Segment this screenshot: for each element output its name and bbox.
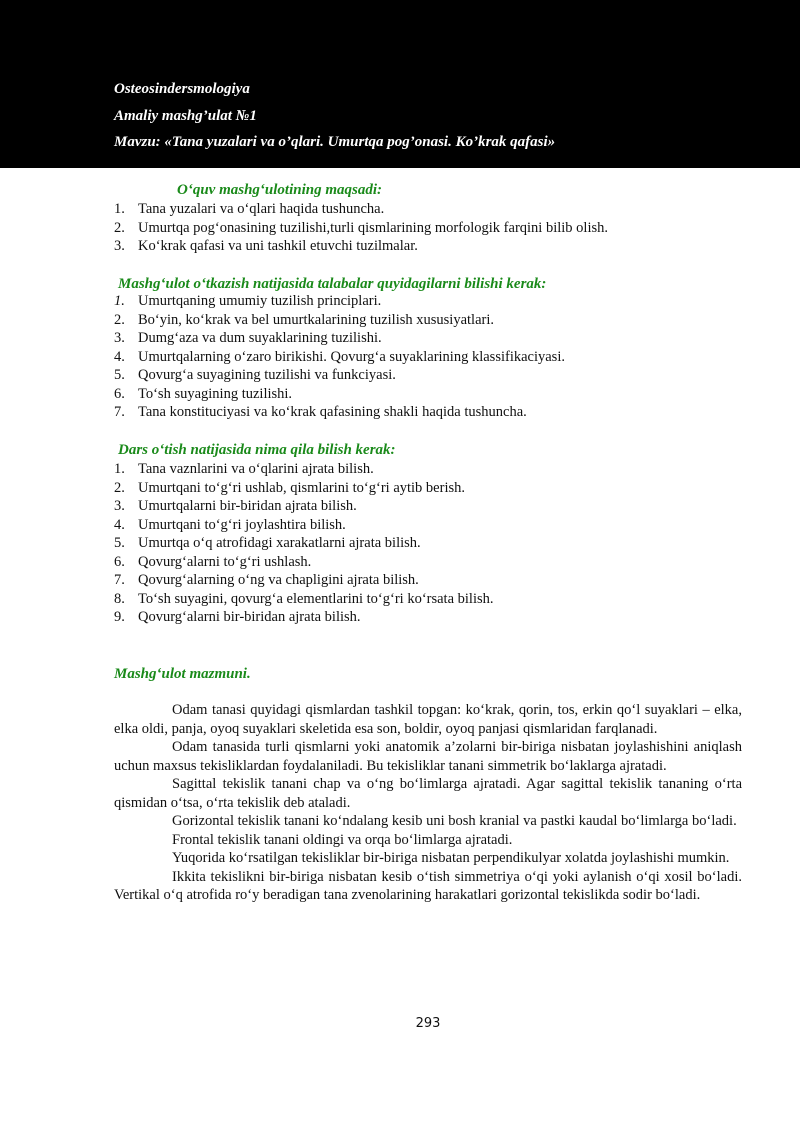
list-item: [114, 590, 494, 609]
knowledge-heading: Mashg‘ulot o‘tkazish natijasida talabalar quyidagilarni bilishi kerak:: [118, 276, 547, 292]
list-item: [114, 385, 565, 404]
list-text: Qovurg‘a suyagining tuzilishi va funkciyasi.: [138, 367, 396, 383]
list-text: Ko‘krak qafasi va uni tashkil etuvchi tuzilmalar.: [138, 238, 418, 254]
goals-heading: O‘quv mashg‘ulotining maqsadi:: [177, 182, 383, 198]
list-number: 4.: [114, 516, 125, 533]
list-number: 5.: [114, 535, 125, 551]
paragraph: Frontal tekislik tanani oldingi va orqa bo‘limlarga ajratadi.: [172, 831, 513, 848]
paragraph: Odam tanasi quyidagi qismlardan tashkil topgan: ko‘krak, qorin, tos, erkin qo‘l suyaklari – elka, elka oldi, panja, oyoq suyaklari skeletida esa son, boldir, oyoq panjasi qismlaridan farqlanadi.: [114, 702, 742, 737]
list-text: Qovurg‘alarning o‘ng va chapligini ajrata bilish.: [138, 572, 419, 588]
list-text: Tana vaznlarini va o‘qlarini ajrata bilish.: [138, 461, 374, 477]
goals-list: [114, 200, 608, 256]
list-item: [114, 292, 565, 311]
list-item: [114, 348, 565, 367]
list-text: Umurtqalarni bir-biridan ajrata bilish.: [138, 498, 357, 514]
list-item: [114, 237, 608, 256]
list-number: 3.: [114, 330, 125, 346]
list-item: [114, 534, 494, 553]
paragraph: Ikkita tekislikni bir-biriga nisbatan kesib o‘tish simmetriya o‘qi yoki aylanish o‘qi xosil bo‘ladi. Vertikal o‘q atrofida ro‘y beradigan tana zvenolarining harakatlari gorizontal tekislikda sodir bo‘ladi.: [114, 868, 742, 903]
list-item: [114, 608, 494, 627]
knowledge-list: [114, 292, 565, 422]
list-text: Umurtqa pog‘onasining tuzilishi,turli qismlarining morfologik farqini bilib olish.: [138, 219, 608, 236]
list-number: 9.: [114, 609, 125, 625]
list-number: 2.: [114, 479, 125, 496]
list-number: 1.: [114, 461, 125, 477]
list-number: 7.: [114, 572, 125, 588]
list-number: 6.: [114, 553, 125, 570]
list-text: Dumg‘aza va dum suyaklarining tuzilishi.: [138, 330, 382, 346]
list-text: Umurtqa o‘q atrofidagi xarakatlarni ajrata bilish.: [138, 535, 421, 551]
list-text: Qovurg‘alarni to‘g‘ri ushlash.: [138, 553, 312, 570]
list-item: [114, 497, 494, 516]
list-text: Umurtqani to‘g‘ri joylashtira bilish.: [138, 516, 346, 533]
list-text: Umurtqani to‘g‘ri ushlab, qismlarini to‘g‘ri aytib berish.: [138, 479, 465, 496]
list-text: Umurtqaning umumiy tuzilish principlari.: [138, 293, 382, 309]
list-number: 4.: [114, 348, 125, 365]
paragraph: Odam tanasida turli qismlarni yoki anatomik a’zolarni bir-biriga nisbatan joylashishini aniqlash uchun maxsus tekisliklardan foydalaniladi. Bu tekisliklar tanani simmetrik bo‘laklarga ajratadi.: [114, 739, 742, 774]
content-body: [114, 701, 742, 905]
list-item: [114, 329, 565, 348]
list-item: [114, 571, 494, 590]
list-number: 6.: [114, 385, 125, 402]
skills-heading: Dars o‘tish natijasida nima qila bilish kerak:: [118, 442, 396, 458]
list-item: [114, 366, 565, 385]
list-item: [114, 403, 565, 422]
list-text: Umurtqalarning o‘zaro birikishi. Qovurg‘a suyaklarining klassifikaciyasi.: [138, 348, 565, 365]
list-number: 3.: [114, 238, 125, 254]
list-number: 1.: [114, 201, 125, 217]
list-text: To‘sh suyagini, qovurg‘a elementlarini to‘g‘ri ko‘rsata bilish.: [138, 590, 494, 607]
list-item: [114, 200, 608, 219]
list-number: 2.: [114, 219, 125, 236]
lesson-topic: Mavzu: «Tana yuzalari va o’qlari. Umurtqa pog’onasi. Ko’krak qafasi»: [114, 134, 556, 150]
list-text: To‘sh suyagining tuzilishi.: [138, 385, 293, 402]
list-number: 2.: [114, 311, 125, 328]
list-number: 3.: [114, 498, 125, 514]
list-text: Tana konstituciyasi va ko‘krak qafasining shakli haqida tushuncha.: [138, 404, 527, 420]
list-number: 1.: [114, 293, 125, 309]
list-item: [114, 553, 494, 572]
skills-list: [114, 460, 494, 627]
content-heading: Mashg‘ulot mazmuni.: [114, 666, 251, 682]
list-text: Tana yuzalari va o‘qlari haqida tushuncha.: [138, 201, 385, 217]
list-number: 8.: [114, 590, 125, 607]
list-item: [114, 460, 494, 479]
list-text: Qovurg‘alarni bir-biridan ajrata bilish.: [138, 609, 361, 625]
course-title: Osteosindersmologiya: [114, 81, 250, 97]
list-text: Bo‘yin, ko‘krak va bel umurtkalarining tuzilish xususiyatlari.: [138, 311, 494, 328]
list-number: 7.: [114, 404, 125, 420]
page-number: 293: [415, 1016, 441, 1031]
header-band: [0, 0, 800, 168]
paragraph: Gorizontal tekislik tanani ko‘ndalang kesib uni bosh kranial va pastki kaudal bo‘limlarga bo‘ladi.: [172, 813, 737, 829]
list-item: [114, 311, 565, 330]
list-number: 5.: [114, 367, 125, 383]
list-item: [114, 219, 608, 238]
paragraph: Yuqorida ko‘rsatilgan tekisliklar bir-biriga nisbatan perpendikulyar xolatda joylashishi mumkin.: [172, 850, 730, 866]
list-item: [114, 516, 494, 535]
lesson-number: Amaliy mashg’ulat №1: [114, 108, 257, 124]
paragraph: Sagittal tekislik tanani chap va o‘ng bo‘limlarga ajratadi. Agar sagittal tekislik tananing o‘rta qismidan o‘tsa, o‘rta tekislik deb ataladi.: [114, 776, 742, 811]
list-item: [114, 479, 494, 498]
